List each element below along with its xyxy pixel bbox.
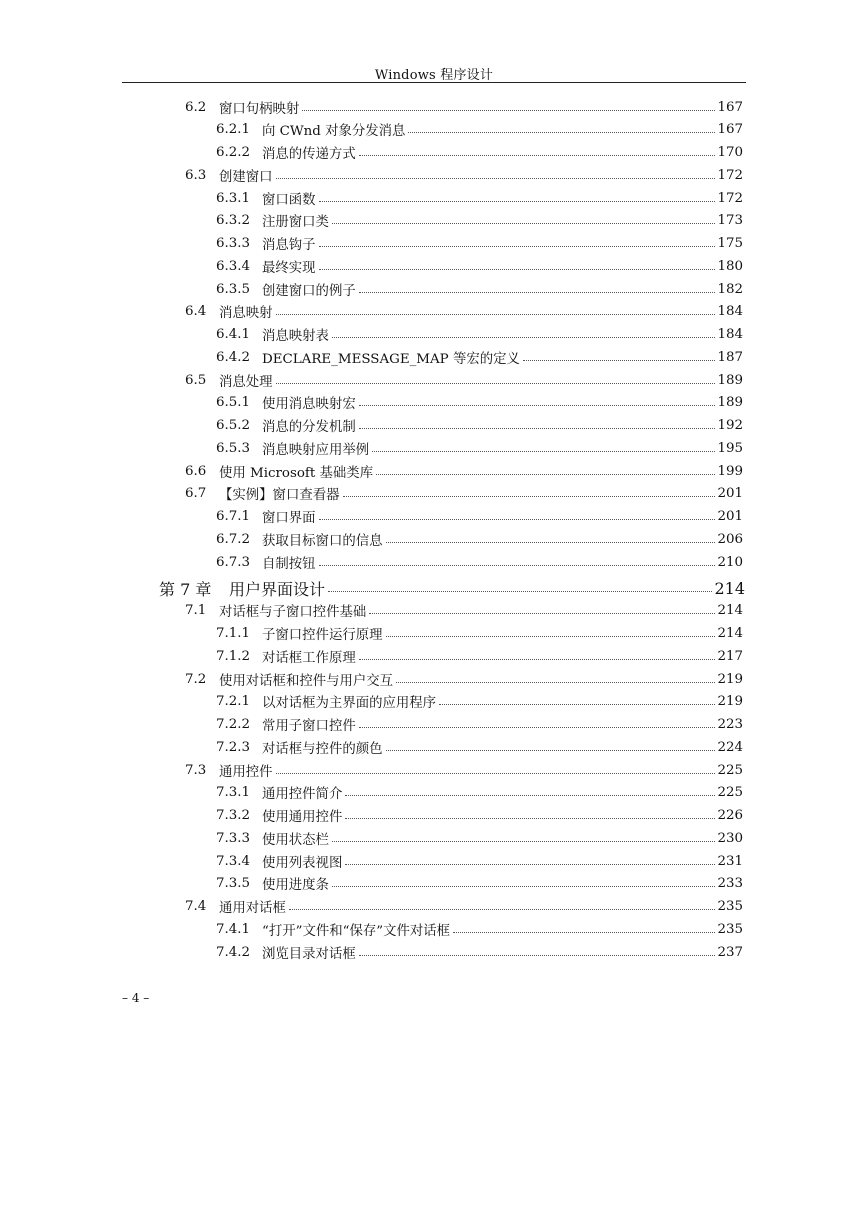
toc-entry [185, 668, 743, 690]
toc-entry-title: 对话框与控件的颜色 [262, 741, 383, 757]
toc-entry [185, 164, 743, 186]
toc-entry [185, 369, 743, 391]
toc-entry-title: 消息映射表 [262, 329, 329, 344]
toc-entry-page: 184 [717, 304, 743, 320]
dot-leader [332, 223, 715, 224]
toc-entry-number: 6.4 [185, 304, 207, 320]
dot-leader [359, 155, 716, 156]
dot-leader [359, 428, 716, 429]
toc-entry-page: 167 [717, 99, 743, 115]
dot-leader [369, 613, 715, 614]
toc-entry [216, 210, 743, 232]
dot-leader [408, 132, 715, 133]
dot-leader [376, 474, 715, 475]
toc-entry-title: 使用对话框和控件与用户交互 [219, 673, 394, 689]
toc-entry-number: 7.1 [185, 603, 207, 619]
toc-entry [185, 96, 743, 118]
toc-entry [216, 142, 743, 164]
dot-leader [359, 955, 716, 956]
toc-entry-number: 7.2.3 [216, 739, 251, 755]
dot-leader [345, 795, 715, 796]
toc-entry-page: 172 [717, 167, 743, 183]
dot-leader [319, 519, 716, 520]
dot-leader [319, 246, 716, 247]
toc-entry-page: 195 [717, 440, 743, 456]
toc-entry-title: 注册窗口类 [262, 215, 329, 231]
toc-entry-number: 7.3.3 [216, 830, 251, 846]
toc-entry-page: 172 [717, 190, 743, 206]
toc-entry-number: 6.3.1 [216, 190, 251, 206]
dot-leader [332, 841, 715, 842]
toc-entry-page: 201 [717, 486, 743, 502]
toc-entry-number: 6.3.5 [216, 281, 251, 297]
toc-entry-title: 自制按钮 [262, 556, 316, 572]
toc-entry-number: 6.4.2 [216, 349, 251, 365]
toc-entry-number: 6.3.2 [216, 213, 251, 229]
toc-entry [216, 691, 743, 713]
toc-entry-number: 7.3.2 [216, 808, 251, 823]
toc-entry-number: 7.1.1 [216, 626, 251, 641]
toc-entry-title: 消息映射应用举例 [262, 442, 370, 458]
toc-entry-number: 7.4.2 [216, 944, 251, 960]
toc-entry-title: 通用对话框 [219, 901, 286, 916]
toc-entry-title: 【实例】窗口查看器 [219, 488, 340, 504]
toc-entry-title: 创建窗口的例子 [262, 283, 356, 299]
toc-entry [216, 278, 743, 300]
dot-leader [302, 110, 715, 111]
toc-entry-title: 对话框工作原理 [262, 650, 356, 666]
toc-entry-title: 窗口界面 [262, 511, 316, 526]
toc-entry [216, 551, 743, 573]
toc-entry [216, 324, 743, 346]
toc-entry-title: 浏览目录对话框 [262, 946, 356, 962]
toc-entry-title: 子窗口控件运行原理 [262, 628, 383, 643]
toc-entry-title: 使用 Microsoft 基础类库 [219, 465, 374, 481]
toc-entry [216, 918, 743, 940]
toc-entry-title: 消息处理 [219, 374, 273, 390]
toc-entry [216, 255, 743, 277]
footer-page-number: – 4 – [122, 991, 150, 1005]
toc-entry-page: 225 [717, 785, 743, 801]
dot-leader [319, 565, 716, 566]
dot-leader [453, 932, 715, 933]
toc-entry-number: 6.7 [185, 486, 207, 502]
toc-entry-number: 7.3.5 [216, 876, 251, 892]
dot-leader [319, 201, 716, 202]
toc-entry-title: 最终实现 [262, 260, 316, 276]
toc-entry-number: 6.3 [185, 167, 207, 183]
toc-entry-title: 创建窗口 [219, 169, 273, 185]
toc-entry-page: 180 [717, 258, 743, 274]
toc-entry-page: 217 [717, 648, 743, 664]
toc-entry-page: 199 [717, 463, 743, 479]
toc-entry-page: 175 [717, 236, 743, 251]
toc-entry [216, 506, 743, 528]
toc-entry [216, 392, 743, 414]
toc-entry-page: 233 [717, 876, 743, 892]
toc-entry [216, 346, 743, 368]
toc-entry-page: 192 [717, 418, 743, 433]
toc-entry-number: 6.2.2 [216, 145, 251, 160]
toc-entry-title: 消息的传递方式 [262, 147, 356, 162]
dot-leader [523, 360, 716, 361]
toc-entry-title: 获取目标窗口的信息 [262, 533, 383, 549]
toc-entry [185, 759, 743, 781]
toc-entry-title: 消息钩子 [262, 238, 316, 253]
toc-entry-page: 182 [717, 281, 743, 297]
toc-entry-title: 消息的分发机制 [262, 420, 356, 435]
dot-leader [289, 909, 715, 910]
toc-entry-page: 189 [717, 372, 743, 388]
toc-entry-page: 167 [717, 122, 743, 138]
dot-leader [332, 886, 715, 887]
toc-entry-title: 窗口函数 [262, 192, 316, 208]
toc-entry-page: 189 [717, 395, 743, 411]
toc-entry-title: 通用控件简介 [262, 787, 343, 803]
toc-entry-number: 6.3.3 [216, 236, 251, 251]
toc-entry-title: 对话框与子窗口控件基础 [219, 605, 367, 621]
toc-entry-title: 使用状态栏 [262, 832, 329, 848]
toc-entry-page: 237 [717, 944, 743, 960]
toc-entry-page: 235 [717, 921, 743, 937]
toc-entry-title: 以对话框为主界面的应用程序 [262, 696, 437, 712]
toc-entry-number: 6.5.1 [216, 395, 251, 411]
toc-entry-number: 7.3.1 [216, 785, 251, 801]
toc-entry [216, 233, 743, 255]
toc-entry [216, 782, 743, 804]
toc-entry-title: 使用列表视图 [262, 855, 343, 871]
toc-entry-page: 210 [717, 554, 743, 570]
dot-leader [276, 178, 716, 179]
toc-entry-page: 214 [714, 579, 745, 599]
toc-entry-title: 使用消息映射宏 [262, 397, 356, 413]
toc-entry-title: DECLARE_MESSAGE_MAP 等宏的定义 [262, 351, 520, 367]
dot-leader [372, 451, 715, 452]
dot-leader [359, 405, 716, 406]
dot-leader [276, 383, 716, 384]
toc-entry [185, 896, 743, 918]
toc-entry-page: 230 [717, 830, 743, 846]
toc-entry [216, 623, 743, 645]
dot-leader [386, 750, 716, 751]
toc-entry-page: 214 [717, 626, 743, 641]
toc-entry-page: 225 [717, 762, 743, 778]
toc-entry [216, 941, 743, 963]
toc-entry-number: 6.5 [185, 372, 207, 388]
dot-leader [276, 314, 716, 315]
toc-entry-number: 6.6 [185, 463, 207, 479]
toc-entry-title: 消息映射 [219, 306, 273, 322]
toc-entry [216, 119, 743, 141]
toc-entry-title: 向 CWnd 对象分发消息 [262, 124, 406, 140]
toc-entry-page: 187 [717, 349, 743, 365]
toc-entry-number: 6.2.1 [216, 122, 251, 138]
toc-entry-page: 219 [717, 694, 743, 710]
toc-entry-title: 使用通用控件 [262, 810, 343, 825]
dot-leader [359, 659, 716, 660]
toc-entry [216, 415, 743, 437]
dot-leader [386, 636, 716, 637]
toc-entry-number: 6.2 [185, 99, 207, 115]
toc-entry [216, 528, 743, 550]
toc-entry-page: 201 [717, 509, 743, 524]
dot-leader [359, 292, 716, 293]
toc-entry-number: 7.3.4 [216, 853, 251, 869]
toc-entry [216, 714, 743, 736]
toc-entry-page: 235 [717, 899, 743, 914]
toc-entry [185, 460, 743, 482]
toc-entry-number: 7.4.1 [216, 921, 251, 937]
toc-entry-page: 214 [717, 603, 743, 619]
toc-entry [216, 736, 743, 758]
toc-entry-number: 6.5.3 [216, 440, 251, 456]
toc-entry-number: 6.7.2 [216, 531, 251, 547]
toc-entry-title: “打开”文件和“保存”文件对话框 [262, 923, 451, 939]
dot-leader [439, 704, 715, 705]
dot-leader [396, 682, 715, 683]
toc-entry-page: 219 [717, 671, 743, 687]
toc-entry-number: 7.2 [185, 671, 207, 687]
dot-leader [345, 818, 715, 819]
toc-entry-number: 6.4.1 [216, 327, 251, 342]
toc-entry-title: 使用进度条 [262, 878, 329, 894]
toc-entry-number: 7.3 [185, 762, 207, 778]
toc-entry [185, 301, 743, 323]
dot-leader [328, 591, 712, 592]
toc-entry-page: 206 [717, 531, 743, 547]
toc-entry-page: 231 [717, 853, 743, 869]
dot-leader [359, 727, 716, 728]
toc-chapter-entry [159, 576, 745, 602]
toc-entry-title: 通用控件 [219, 764, 273, 780]
toc-entry [216, 850, 743, 872]
toc-entry-number: 6.5.2 [216, 418, 251, 433]
toc-entry-page: 224 [717, 739, 743, 755]
toc-entry-number: 第 7 章 [159, 580, 212, 600]
toc-entry-number: 7.4 [185, 899, 207, 914]
toc-entry-page: 226 [717, 808, 743, 823]
toc-entry-title: 窗口句柄映射 [219, 101, 300, 117]
toc-entry-page: 184 [717, 327, 743, 342]
toc-entry [216, 805, 743, 827]
toc-entry [185, 600, 743, 622]
toc-entry-number: 7.2.2 [216, 717, 251, 732]
toc-entry [185, 483, 743, 505]
dot-leader [332, 337, 715, 338]
toc-entry-number: 6.3.4 [216, 258, 251, 274]
toc-entry-page: 173 [717, 213, 743, 229]
running-header-title: Windows 程序设计 [374, 68, 494, 83]
toc-entry-number: 7.1.2 [216, 648, 251, 664]
toc-entry-number: 6.7.1 [216, 509, 251, 524]
toc-entry [216, 827, 743, 849]
header-rule [122, 82, 746, 83]
toc-entry-number: 7.2.1 [216, 694, 251, 710]
toc-entry-page: 223 [717, 717, 743, 732]
toc-entry-number: 6.7.3 [216, 554, 251, 570]
toc-entry-title: 常用子窗口控件 [262, 719, 356, 734]
dot-leader [343, 496, 716, 497]
toc-entry [216, 873, 743, 895]
dot-leader [386, 542, 716, 543]
toc-entry-title: 用户界面设计 [229, 580, 326, 600]
dot-leader [345, 864, 715, 865]
toc-entry-page: 170 [717, 145, 743, 160]
toc-entry [216, 437, 743, 459]
dot-leader [319, 269, 716, 270]
toc-entry [216, 645, 743, 667]
dot-leader [276, 773, 716, 774]
toc-entry [216, 187, 743, 209]
